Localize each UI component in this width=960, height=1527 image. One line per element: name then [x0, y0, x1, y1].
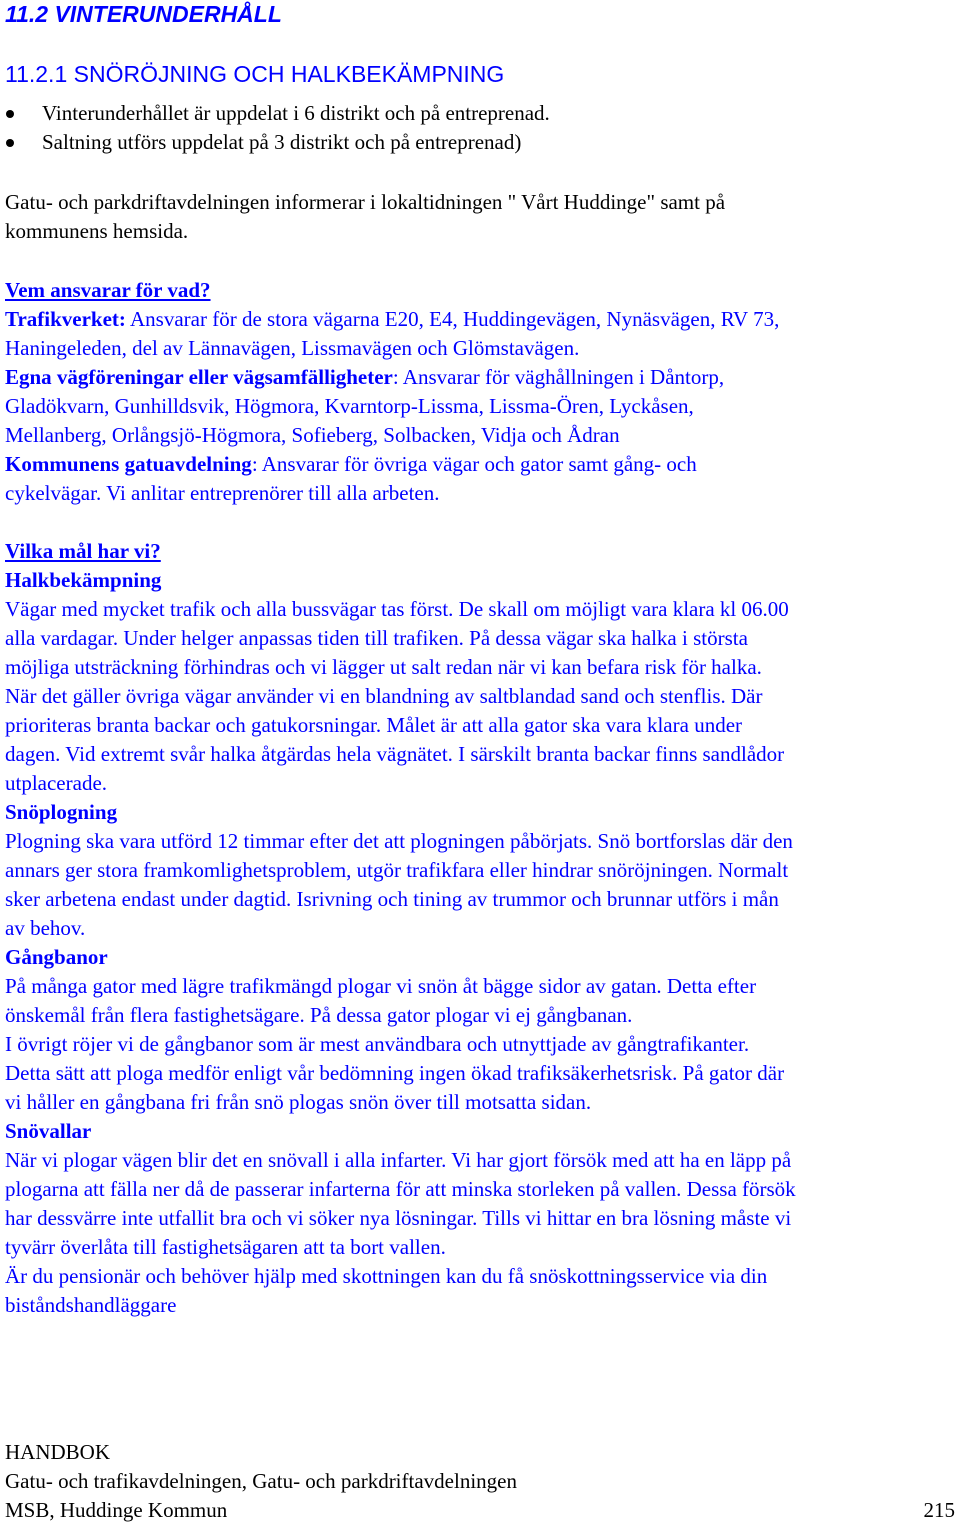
plog-heading: Snöplogning — [5, 800, 118, 824]
text-line: vi håller en gångbana fri från snö plogas snön över till motsatta sidan. — [5, 1090, 592, 1114]
text-line: utplacerade. — [5, 771, 108, 795]
kommunens-label: Kommunens gatuavdelning — [5, 452, 252, 476]
text-line: Gatu- och parkdriftavdelningen informerar i lokaltidningen " Vårt Huddinge" samt på — [5, 190, 726, 214]
goals-heading: Vilka mål har vi? — [5, 539, 161, 563]
responsibility-heading: Vem ansvarar för vad? — [5, 278, 211, 302]
text-line: möjliga utsträckning förhindras och vi lägger ut salt redan när vi kan befara risk för halka. — [5, 655, 762, 679]
gang-heading: Gångbanor — [5, 945, 108, 969]
text-line: I övrigt röjer vi de gångbanor som är mest användbara och utnyttjade av gångtrafikanter. — [5, 1032, 750, 1056]
text-line: Vägar med mycket trafik och alla bussvägar tas först. De skall om möjligt vara klara kl 06.00 — [5, 597, 789, 621]
goals-section — [5, 537, 960, 1320]
text-line: På många gator med lägre trafikmängd plogar vi snön åt bägge sidor av gatan. Detta efter — [5, 974, 757, 998]
trafikverket-text: Ansvarar för de stora vägarna E20, E4, Huddingevägen, Nynäsvägen, RV 73, — [125, 307, 780, 331]
trafikverket-label: Trafikverket: — [5, 307, 126, 331]
egna-label: Egna vägföreningar eller vägsamfälligheter — [5, 365, 393, 389]
text-line: cykelvägar. Vi anlitar entreprenörer till alla arbeten. — [5, 481, 440, 505]
text-line: dagen. Vid extremt svår halka åtgärdas hela vägnätet. I särskilt branta backar finns sandlådor — [5, 742, 785, 766]
bullet-item: Vinterunderhållet är uppdelat i 6 distrikt och på entreprenad. — [0, 99, 550, 128]
page-footer — [5, 1438, 955, 1525]
text-line: tyvärr överlåta till fastighetsägaren att ta bort vallen. — [5, 1235, 446, 1259]
text-line: Gladökvarn, Gunhilldsvik, Högmora, Kvarntorp-Lissma, Lissma-Ören, Lyckåsen, — [5, 394, 694, 418]
footer-department: Gatu- och trafikavdelningen, Gatu- och parkdriftavdelningen — [5, 1469, 517, 1493]
text-line: plogarna att fälla ner då de passerar infarterna för att minska storleken på vallen. Dessa försök — [5, 1177, 796, 1201]
text-line: Är du pensionär och behöver hjälp med skottningen kan du få snöskottningsservice via din — [5, 1264, 768, 1288]
text-line: av behov. — [5, 916, 86, 940]
text-line: När vi plogar vägen blir det en snövall i alla infarter. Vi har gjort försök med att ha en läpp på — [5, 1148, 792, 1172]
subsection-heading: 11.2.1 SNÖRÖJNING OCH HALKBEKÄMPNING — [5, 61, 505, 87]
vall-heading: Snövallar — [5, 1119, 92, 1143]
text-line: När det gäller övriga vägar använder vi en blandning av saltblandad sand och stenflis. Där — [5, 684, 763, 708]
responsibility-section — [5, 276, 960, 508]
footer-organisation-row — [5, 1496, 955, 1525]
kommunens-text: : Ansvarar för övriga vägar och gator samt gång- och — [251, 452, 697, 476]
text-line: har dessvärre inte utfallit bra och vi söker nya lösningar. Tills vi hittar en bra lösning måste vi — [5, 1206, 792, 1230]
text-line: önskemål från flera fastighetsägare. På dessa gator plogar vi ej gångbanan. — [5, 1003, 633, 1027]
halk-heading: Halkbekämpning — [5, 568, 162, 592]
text-line: kommunens hemsida. — [5, 219, 189, 243]
page-number: 215 — [923, 1498, 955, 1522]
bullet-list — [0, 99, 550, 157]
text-line: Detta sätt att ploga medför enligt vår bedömning ingen ökad trafiksäkerhetsrisk. På gator där — [5, 1061, 785, 1085]
bullet-item: Saltning utförs uppdelat på 3 distrikt och på entreprenad) — [0, 128, 550, 157]
text-line: biståndshandläggare — [5, 1293, 177, 1317]
text-line: alla vardagar. Under helger anpassas tiden till trafiken. På dessa vägar ska halka i största — [5, 626, 748, 650]
egna-text: : Ansvarar för väghållningen i Dåntorp, — [392, 365, 725, 389]
footer-organisation: MSB, Huddinge Kommun — [5, 1498, 228, 1522]
text-line: sker arbetena endast under dagtid. Isrivning och tining av trummor och brunnar utförs i mån — [5, 887, 779, 911]
text-line: annars ger stora framkomlighetsproblem, utgör trafikfara eller hindrar snöröjningen. Normalt — [5, 858, 789, 882]
intro-paragraph — [5, 188, 960, 246]
section-heading: 11.2 VINTERUNDERHÅLL — [5, 1, 282, 27]
text-line: Mellanberg, Orlångsjö-Högmora, Sofieberg, Solbacken, Vidja och Ådran — [5, 423, 620, 447]
text-line: prioriteras branta backar och gatukorsningar. Målet är att alla gator ska vara klara under — [5, 713, 743, 737]
text-line: Haningeleden, del av Lännavägen, Lissmavägen och Glömstavägen. — [5, 336, 580, 360]
footer-handbook: HANDBOK — [5, 1440, 110, 1464]
text-line: Plogning ska vara utförd 12 timmar efter det att plogningen påbörjats. Snö bortforslas där den — [5, 829, 793, 853]
